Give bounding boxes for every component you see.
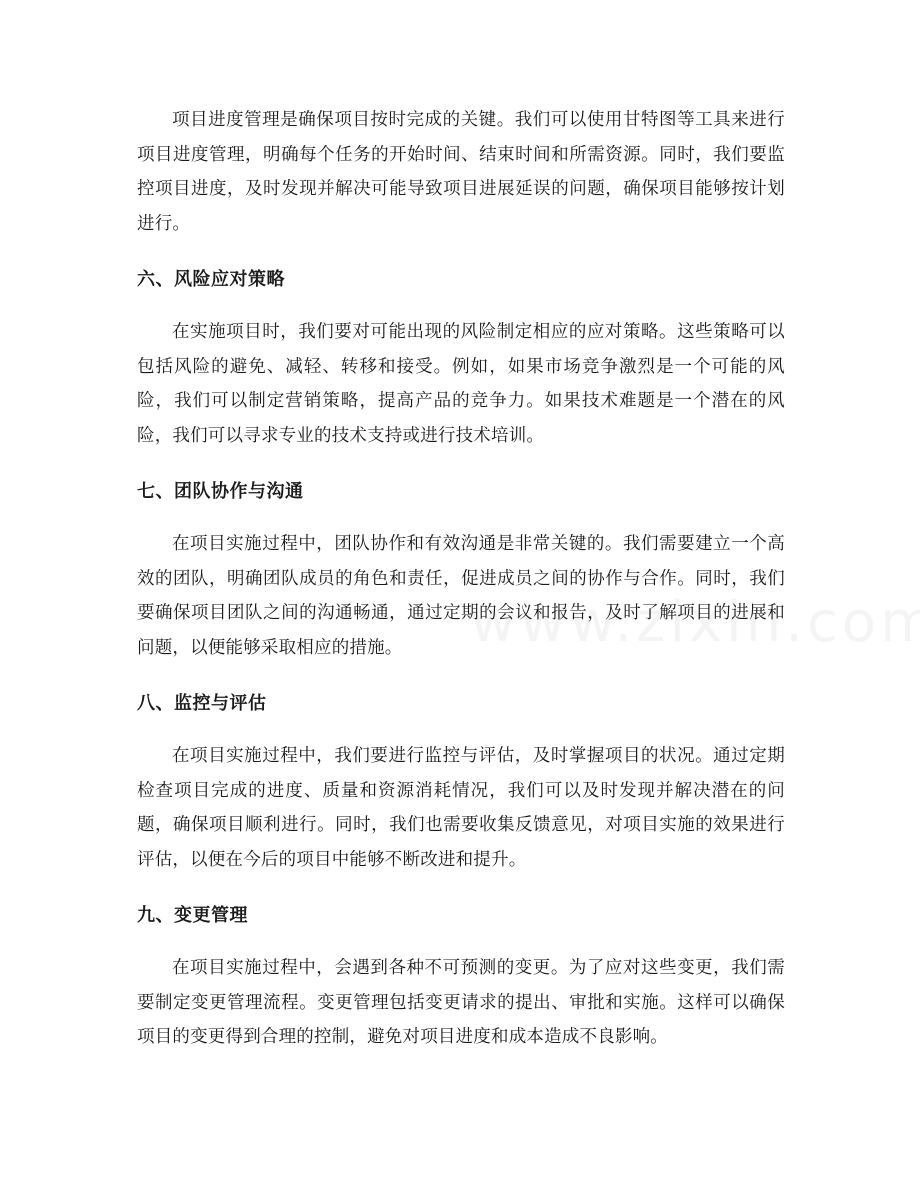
paragraph-change-management: 在项目实施过程中，会遇到各种不可预测的变更。为了应对这些变更，我们需要制定变更管理流程。变更管理包括变更请求的提出、审批和实施。这样可以确保项目的变更得到合理的控制，避免对项目进度和成本造成不良影响。 bbox=[137, 958, 785, 1047]
document-body bbox=[137, 103, 785, 1055]
paragraph-schedule-management: 项目进度管理是确保项目按时完成的关键。我们可以使用甘特图等工具来进行项目进度管理，明确每个任务的开始时间、结束时间和所需资源。同时，我们要监控项目进度，及时发现并解决可能导致项目进展延误的问题，确保项目能够按计划进行。 bbox=[137, 110, 785, 234]
heading-team-collaboration: 七、团队协作与沟通 bbox=[137, 481, 304, 502]
heading-change-management: 九、变更管理 bbox=[137, 905, 248, 926]
heading-monitoring-evaluation: 八、监控与评估 bbox=[137, 693, 267, 714]
paragraph-monitoring-evaluation: 在项目实施过程中，我们要进行监控与评估，及时掌握项目的状况。通过定期检查项目完成的进度、质量和资源消耗情况，我们可以及时发现并解决潜在的问题，确保项目顺利进行。同时，我们也需要收集反馈意见，对项目实施的效果进行评估，以便在今后的项目中能够不断改进和提升。 bbox=[137, 746, 785, 870]
paragraph-team-collaboration: 在项目实施过程中，团队协作和有效沟通是非常关键的。我们需要建立一个高效的团队，明确团队成员的角色和责任，促进成员之间的协作与合作。同时，我们要确保项目团队之间的沟通畅通，通过定期的会议和报告，及时了解项目的进展和问题，以便能够采取相应的措施。 bbox=[137, 534, 785, 658]
heading-risk-strategy: 六、风险应对策略 bbox=[137, 269, 285, 290]
paragraph-risk-strategy: 在实施项目时，我们要对可能出现的风险制定相应的应对策略。这些策略可以包括风险的避免、减轻、转移和接受。例如，如果市场竞争激烈是一个可能的风险，我们可以制定营销策略，提高产品的竞争力。如果技术难题是一个潜在的风险，我们可以寻求专业的技术支持或进行技术培训。 bbox=[137, 322, 785, 446]
